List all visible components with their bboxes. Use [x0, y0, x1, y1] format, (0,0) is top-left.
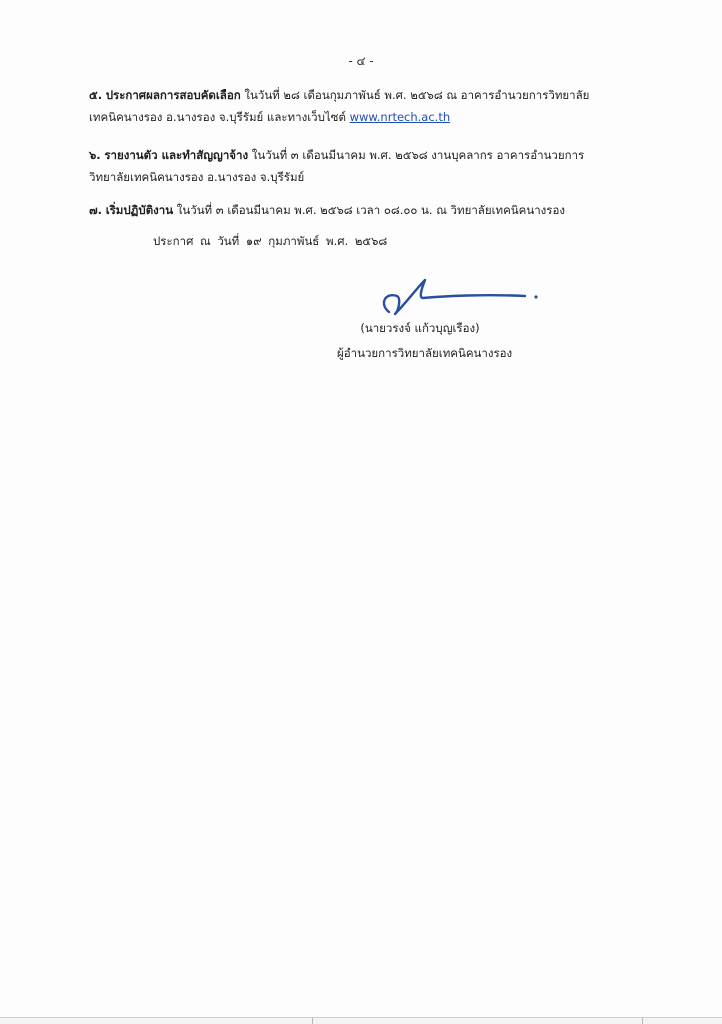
- list-item-results-announcement: [89, 84, 649, 128]
- item-line: [89, 199, 649, 221]
- item-heading: เริ่มปฏิบัติงาน: [105, 203, 174, 217]
- scan-edge-mark: [642, 1018, 643, 1024]
- website-link[interactable]: www.nrtech.ac.th: [349, 110, 451, 124]
- item-text: ในวันที่ ๓ เดือนมีนาคม พ.ศ. ๒๕๖๘ เวลา ๐๘.๐๐ น. ณ วิทยาลัยเทคนิคนางรอง: [173, 203, 565, 217]
- item-text: วิทยาลัยเทคนิคนางรอง อ.นางรอง จ.บุรีรัมย์: [89, 170, 305, 184]
- signer-name: (นายวรงจ์ แก้วบุญเรือง): [360, 321, 480, 335]
- item-text: เทคนิคนางรอง อ.นางรอง จ.บุรีรัมย์ และทางเว็บไซต์: [89, 110, 350, 124]
- item-text: ในวันที่ ๓ เดือนมีนาคม พ.ศ. ๒๕๖๘ งานบุคลากร อาคารอำนวยการ: [248, 148, 585, 162]
- scan-bottom-edge: [0, 1017, 722, 1024]
- scan-edge-mark: [312, 1018, 313, 1024]
- item-line: [89, 166, 649, 188]
- item-number: ๕.: [89, 88, 103, 102]
- announcement-date: ประกาศ ณ วันที่ ๑๙ กุมภาพันธ์ พ.ศ. ๒๕๖๘: [153, 234, 388, 248]
- list-item-start-work: [89, 199, 649, 221]
- item-line: [89, 106, 649, 128]
- handwritten-signature: [375, 274, 545, 324]
- item-line: [89, 84, 649, 106]
- item-number: ๗.: [89, 203, 103, 217]
- item-heading: รายงานตัว และทำสัญญาจ้าง: [104, 148, 249, 162]
- signer-title: ผู้อำนวยการวิทยาลัยเทคนิคนางรอง: [337, 346, 513, 360]
- page-number: - ๔ -: [348, 54, 374, 68]
- list-item-report-and-contract: [89, 144, 649, 188]
- item-text: ในวันที่ ๒๘ เดือนกุมภาพันธ์ พ.ศ. ๒๕๖๘ ณ อาคารอำนวยการวิทยาลัย: [240, 88, 590, 102]
- item-number: ๖.: [89, 148, 101, 162]
- item-heading: ประกาศผลการสอบคัดเลือก: [105, 88, 241, 102]
- item-line: [89, 144, 649, 166]
